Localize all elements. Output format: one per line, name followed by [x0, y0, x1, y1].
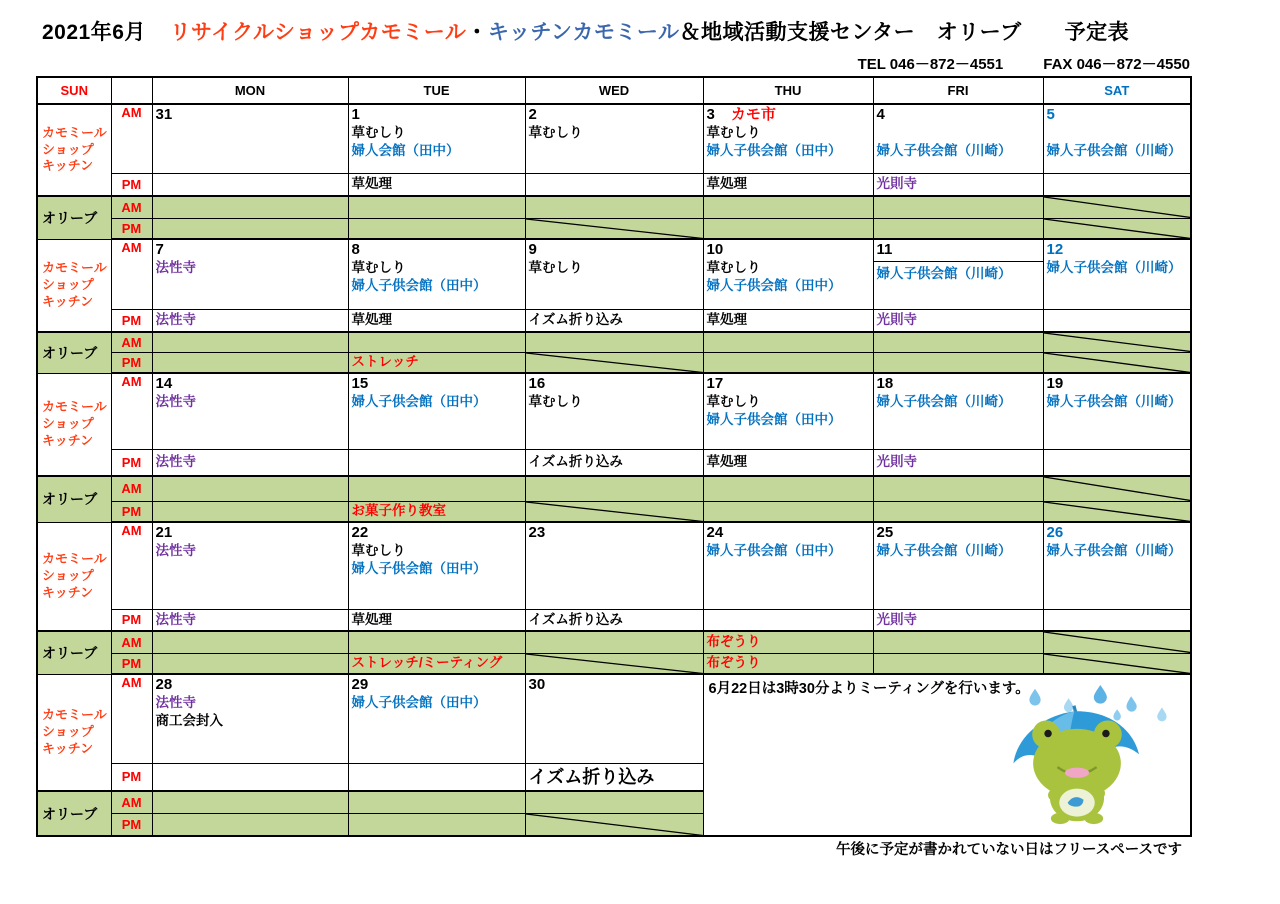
title-olive-center: ＆地域活動支援センター オリーブ 予定表: [679, 21, 1130, 44]
day-22-am-cell: [348, 522, 525, 609]
event-label: ストレッチ: [351, 354, 419, 370]
day-5-olive-am-cell: [1043, 196, 1191, 218]
pm-label: PM: [111, 813, 152, 836]
row-label-chamomile-shop-kitchen: カモミール ショップ キッチン: [37, 522, 111, 631]
event-label: 婦人会館（田中）: [351, 143, 460, 159]
pm-label: PM: [111, 218, 152, 239]
diagonal-strike-icon: [1044, 219, 1191, 239]
day-16-am-cell: [525, 373, 703, 449]
day-7-pm-cell: [152, 309, 348, 332]
day-5-am-cell: [1043, 104, 1191, 173]
event-label: 商工会封入: [155, 713, 223, 729]
day-25-olive-pm-cell: [873, 653, 1043, 674]
day-19-pm-cell: [1043, 449, 1191, 476]
event-label: 草処理: [706, 176, 747, 192]
event-label: 婦人子供会館（田中）: [351, 278, 487, 294]
day-2-pm-cell: [525, 173, 703, 196]
weekday-header-FRI: FRI: [873, 77, 1043, 104]
event-label: 婦人子供会館（田中）: [351, 394, 487, 409]
am-label: AM: [111, 104, 152, 173]
event-label: 草むしり: [706, 125, 761, 140]
day-1-olive-am-cell: [348, 196, 525, 218]
event-label: 草むしり: [528, 394, 583, 409]
day-number: 9: [528, 241, 537, 258]
day-22-olive-am-cell: [348, 631, 525, 653]
day-21-pm-cell: [152, 609, 348, 631]
weekday-header-row: [37, 77, 1191, 104]
event-label: 草処理: [706, 454, 747, 470]
day-30-am-cell: [525, 674, 703, 763]
day-18-pm-cell: [873, 449, 1043, 476]
event-label: 草処理: [351, 611, 392, 627]
day-10-olive-am-cell: [703, 332, 873, 352]
event-label: 法性寺: [155, 695, 196, 710]
chamomile-am-row: [37, 239, 1191, 309]
olive-am-row: [37, 196, 1191, 218]
event-label: 光則寺: [876, 312, 917, 328]
day-16-olive-am-cell: [525, 476, 703, 501]
day-10-pm-cell: [703, 309, 873, 332]
chamomile-pm-row: [37, 449, 1191, 476]
event-label: 草むしり: [706, 260, 761, 275]
frog-with-umbrella-illustration: [972, 685, 1182, 825]
chamomile-am-row: [37, 373, 1191, 449]
day-29-olive-am-cell: [348, 791, 525, 813]
day-number: 26: [1046, 524, 1064, 541]
day-9-olive-am-cell: [525, 332, 703, 352]
day-1-olive-pm-cell: [348, 218, 525, 239]
am-label: AM: [111, 196, 152, 218]
am-label: AM: [111, 674, 152, 763]
day-14-am-cell: [152, 373, 348, 449]
diagonal-strike-icon: [526, 814, 703, 836]
event-label: 婦人子供会館（田中）: [706, 143, 842, 159]
am-label: AM: [111, 476, 152, 501]
row-label-chamomile-shop-kitchen: カモミール ショップ キッチン: [37, 104, 111, 196]
pm-label: PM: [111, 609, 152, 631]
free-space-note: 午後に予定が書かれていない日はフリースペースです: [836, 842, 1182, 858]
day-18-olive-am-cell: [873, 476, 1043, 501]
day-18-olive-pm-cell: [873, 501, 1043, 522]
day-30-pm-cell: [525, 763, 703, 791]
chamomile-pm-row: [37, 609, 1191, 631]
day-4-olive-am-cell: [873, 196, 1043, 218]
day-29-am-cell: [348, 674, 525, 763]
weekday-header-MON: MON: [152, 77, 348, 104]
day-23-olive-am-cell: [525, 631, 703, 653]
day-26-olive-am-cell: [1043, 631, 1191, 653]
row-label-chamomile-shop-kitchen: カモミール ショップ キッチン: [37, 674, 111, 791]
day-19-olive-pm-cell: [1043, 501, 1191, 522]
day-15-olive-pm-cell: [348, 501, 525, 522]
day-7-olive-pm-cell: [152, 352, 348, 373]
day-4-olive-pm-cell: [873, 218, 1043, 239]
day-17-olive-pm-cell: [703, 501, 873, 522]
day-number: 3 カモ市: [706, 106, 776, 123]
am-label: AM: [111, 239, 152, 309]
day-9-pm-cell: [525, 309, 703, 332]
day-19-olive-am-cell: [1043, 476, 1191, 501]
day-number: 15: [351, 375, 369, 392]
meeting-note-cell: [703, 674, 1191, 836]
event-label: 草処理: [351, 312, 392, 328]
day-number: 30: [528, 676, 546, 693]
event-label: 婦人子供会館（川崎）: [876, 543, 1012, 558]
weekday-header-WED: WED: [525, 77, 703, 104]
weekday-header-SAT: SAT: [1043, 77, 1191, 104]
day-14-pm-cell: [152, 449, 348, 476]
row-label-olive: オリーブ: [37, 476, 111, 522]
day-31-olive-am-cell: [152, 196, 348, 218]
event-label: 草むしり: [528, 125, 583, 140]
chamomile-pm-row: [37, 309, 1191, 332]
day-number: 23: [528, 524, 546, 541]
diagonal-strike-icon: [526, 654, 703, 674]
day-number: 16: [528, 375, 546, 392]
pm-label: PM: [111, 653, 152, 674]
pm-label: PM: [111, 173, 152, 196]
event-label: 光則寺: [876, 176, 917, 192]
day-8-olive-pm-cell: [348, 352, 525, 373]
diagonal-strike-icon: [526, 353, 703, 373]
day-22-olive-pm-cell: [348, 653, 525, 674]
olive-pm-row: [37, 218, 1191, 239]
kamo-market-label: カモ市: [730, 106, 776, 123]
event-label: 婦人子供会館（川崎）: [876, 266, 1012, 281]
frog: [1032, 720, 1122, 824]
day-16-olive-pm-cell: [525, 501, 703, 522]
olive-am-row: [37, 332, 1191, 352]
olive-am-row: [37, 476, 1191, 501]
day-1-pm-cell: [348, 173, 525, 196]
row-label-chamomile-shop-kitchen: カモミール ショップ キッチン: [37, 373, 111, 476]
day-3-olive-pm-cell: [703, 218, 873, 239]
day-28-am-cell: [152, 674, 348, 763]
day-28-olive-pm-cell: [152, 813, 348, 836]
day-11-olive-am-cell: [873, 332, 1043, 352]
day-15-pm-cell: [348, 449, 525, 476]
day-number: 8: [351, 241, 360, 258]
day-24-pm-cell: [703, 609, 873, 631]
pm-label: PM: [111, 501, 152, 522]
day-31-am-cell: [152, 104, 348, 173]
event-label: 婦人子供会館（川崎）: [1046, 394, 1182, 409]
day-25-pm-cell: [873, 609, 1043, 631]
day-23-pm-cell: [525, 609, 703, 631]
day-number: 18: [876, 375, 894, 392]
diagonal-strike-icon: [1044, 333, 1191, 352]
day-2-am-cell: [525, 104, 703, 173]
title-kitchen: キッチンカモミール: [487, 21, 680, 44]
day-24-olive-am-cell: [703, 631, 873, 653]
day-11-pm-cell: [873, 309, 1043, 332]
day-28-pm-cell: [152, 763, 348, 791]
event-label: 婦人子供会館（川崎）: [1046, 543, 1182, 558]
chamomile-am-row: [37, 104, 1191, 173]
diagonal-strike-icon: [1044, 197, 1191, 218]
event-label: 法性寺: [155, 543, 196, 558]
day-24-am-cell: [703, 522, 873, 609]
event-label: 法性寺: [155, 394, 196, 409]
event-label: 婦人子供会館（田中）: [706, 412, 842, 428]
event-label: 法性寺: [155, 260, 196, 275]
day-18-am-cell: [873, 373, 1043, 449]
day-number: 7: [155, 241, 164, 258]
event-label: 婦人子供会館（田中）: [706, 278, 842, 294]
day-number: 2: [528, 106, 537, 123]
day-14-olive-am-cell: [152, 476, 348, 501]
day-24-olive-pm-cell: [703, 653, 873, 674]
row-label-olive: オリーブ: [37, 791, 111, 836]
event-label: イズム折り込み: [528, 766, 655, 787]
event-label: 婦人子供会館（川崎）: [1046, 260, 1182, 275]
diagonal-strike-icon: [526, 219, 703, 239]
day-number: 5: [1046, 106, 1055, 123]
day-31-pm-cell: [152, 173, 348, 196]
title-separator: ・: [466, 21, 488, 44]
day-1-am-cell: [348, 104, 525, 173]
event-label: お菓子作り教室: [351, 503, 446, 519]
day-28-olive-am-cell: [152, 791, 348, 813]
event-label: 光則寺: [876, 454, 917, 470]
pm-label: PM: [111, 309, 152, 332]
title-month: 2021年6月: [42, 21, 146, 44]
am-label: AM: [111, 522, 152, 609]
row-label-chamomile-shop-kitchen: カモミール ショップ キッチン: [37, 239, 111, 332]
schedule-table: [36, 76, 1192, 837]
day-12-pm-cell: [1043, 309, 1191, 332]
day-7-am-cell: [152, 239, 348, 309]
event-label: イズム折り込み: [528, 611, 623, 627]
day-8-am-cell: [348, 239, 525, 309]
am-label: AM: [111, 373, 152, 449]
day-5-olive-pm-cell: [1043, 218, 1191, 239]
chamomile-am-row: [37, 522, 1191, 609]
event-label: イズム折り込み: [528, 312, 623, 328]
day-number: 24: [706, 524, 724, 541]
day-14-olive-pm-cell: [152, 501, 348, 522]
day-8-olive-am-cell: [348, 332, 525, 352]
day-25-am-cell: [873, 522, 1043, 609]
day-5-pm-cell: [1043, 173, 1191, 196]
event-label: イズム折り込み: [528, 454, 623, 470]
day-number: 4: [876, 106, 885, 123]
day-number: 19: [1046, 375, 1064, 392]
day-12-olive-am-cell: [1043, 332, 1191, 352]
diagonal-strike-icon: [1044, 477, 1191, 501]
pm-label: PM: [111, 449, 152, 476]
day-number: 21: [155, 524, 173, 541]
event-label: 光則寺: [876, 611, 917, 627]
day-8-pm-cell: [348, 309, 525, 332]
day-15-am-cell: [348, 373, 525, 449]
day-21-olive-am-cell: [152, 631, 348, 653]
day-21-am-cell: [152, 522, 348, 609]
pm-label: PM: [111, 763, 152, 791]
page-title: [42, 16, 1129, 46]
am-label: AM: [111, 791, 152, 813]
day-number: 29: [351, 676, 369, 693]
event-label: 婦人子供会館（田中）: [706, 543, 842, 558]
day-number: 25: [876, 524, 894, 541]
cell-divider-line: [874, 261, 1043, 262]
am-label: AM: [111, 631, 152, 653]
day-number: 10: [706, 241, 724, 258]
day-29-pm-cell: [348, 763, 525, 791]
event-label: 法性寺: [155, 312, 196, 328]
event-label: 草むしり: [351, 543, 406, 558]
olive-pm-row: [37, 501, 1191, 522]
day-2-olive-am-cell: [525, 196, 703, 218]
olive-pm-row: [37, 653, 1191, 674]
event-label: 草処理: [351, 176, 392, 192]
day-22-pm-cell: [348, 609, 525, 631]
event-label: 婦人子供会館（川崎）: [876, 394, 1012, 409]
day-number: 12: [1046, 241, 1064, 258]
pm-label: PM: [111, 352, 152, 373]
diagonal-strike-icon: [1044, 502, 1191, 522]
event-label: 草むしり: [351, 260, 406, 275]
row-label-olive: オリーブ: [37, 631, 111, 674]
day-26-pm-cell: [1043, 609, 1191, 631]
day-30-olive-pm-cell: [525, 813, 703, 836]
diagonal-strike-icon: [1044, 654, 1191, 674]
blank-line: [877, 124, 1040, 142]
day-31-olive-pm-cell: [152, 218, 348, 239]
diagonal-strike-icon: [1044, 353, 1191, 373]
day-7-olive-am-cell: [152, 332, 348, 352]
am-label: AM: [111, 332, 152, 352]
diagonal-strike-icon: [1044, 632, 1191, 653]
tel-number: TEL 046－872－4551: [857, 56, 1004, 73]
day-26-olive-pm-cell: [1043, 653, 1191, 674]
day-17-olive-am-cell: [703, 476, 873, 501]
day-17-am-cell: [703, 373, 873, 449]
day-3-am-cell: [703, 104, 873, 173]
event-label: 法性寺: [155, 611, 196, 627]
day-number: 22: [351, 524, 369, 541]
event-label: 婦人子供会館（川崎）: [876, 143, 1012, 159]
day-17-pm-cell: [703, 449, 873, 476]
day-10-am-cell: [703, 239, 873, 309]
day-19-am-cell: [1043, 373, 1191, 449]
event-label: 草処理: [706, 312, 747, 328]
event-label: 法性寺: [155, 454, 196, 470]
day-23-am-cell: [525, 522, 703, 609]
fax-number: FAX 046－872－4550: [1043, 56, 1190, 73]
contact-line: [36, 53, 1190, 74]
day-23-olive-pm-cell: [525, 653, 703, 674]
diagonal-strike-icon: [526, 502, 703, 522]
day-11-am-cell: [873, 239, 1043, 309]
weekday-header-spacer: [111, 77, 152, 104]
weekday-header-TUE: TUE: [348, 77, 525, 104]
day-number: 11: [876, 241, 893, 258]
row-label-olive: オリーブ: [37, 332, 111, 373]
title-recycle-shop: リサイクルショップカモミール: [169, 21, 467, 44]
day-12-olive-pm-cell: [1043, 352, 1191, 373]
day-3-olive-am-cell: [703, 196, 873, 218]
day-2-olive-pm-cell: [525, 218, 703, 239]
event-label: 草むしり: [528, 260, 583, 275]
event-label: 婦人子供会館（川崎）: [1046, 143, 1182, 159]
day-26-am-cell: [1043, 522, 1191, 609]
day-30-olive-am-cell: [525, 791, 703, 813]
event-label: 布ぞうり: [706, 655, 761, 671]
meeting-note-text: 6月22日は3時30分よりミーティングを行います。: [708, 681, 1030, 697]
day-12-am-cell: [1043, 239, 1191, 309]
day-9-olive-pm-cell: [525, 352, 703, 373]
event-label: 草むしり: [351, 125, 406, 140]
day-9-am-cell: [525, 239, 703, 309]
day-25-olive-am-cell: [873, 631, 1043, 653]
blank-line: [1047, 124, 1188, 142]
olive-am-row: [37, 631, 1191, 653]
day-3-pm-cell: [703, 173, 873, 196]
weekday-header-SUN: SUN: [37, 77, 111, 104]
event-label: 婦人子供会館（田中）: [351, 695, 487, 710]
day-21-olive-pm-cell: [152, 653, 348, 674]
day-11-olive-pm-cell: [873, 352, 1043, 373]
day-16-pm-cell: [525, 449, 703, 476]
event-label: 婦人子供会館（田中）: [351, 561, 487, 577]
day-4-am-cell: [873, 104, 1043, 173]
olive-pm-row: [37, 352, 1191, 373]
day-10-olive-pm-cell: [703, 352, 873, 373]
event-label: 布ぞうり: [706, 634, 761, 650]
day-number: 14: [155, 375, 173, 392]
weekday-header-THU: THU: [703, 77, 873, 104]
event-label: 草むしり: [706, 394, 761, 409]
day-number: 28: [155, 676, 173, 693]
day-number: 1: [351, 106, 360, 123]
day-number: 17: [706, 375, 724, 392]
event-label: ストレッチ/ミーティング: [351, 655, 503, 671]
chamomile-pm-row: [37, 173, 1191, 196]
chamomile-am-row: [37, 674, 1191, 763]
row-label-olive: オリーブ: [37, 196, 111, 239]
day-4-pm-cell: [873, 173, 1043, 196]
day-15-olive-am-cell: [348, 476, 525, 501]
day-number: 31: [155, 106, 173, 123]
day-29-olive-pm-cell: [348, 813, 525, 836]
